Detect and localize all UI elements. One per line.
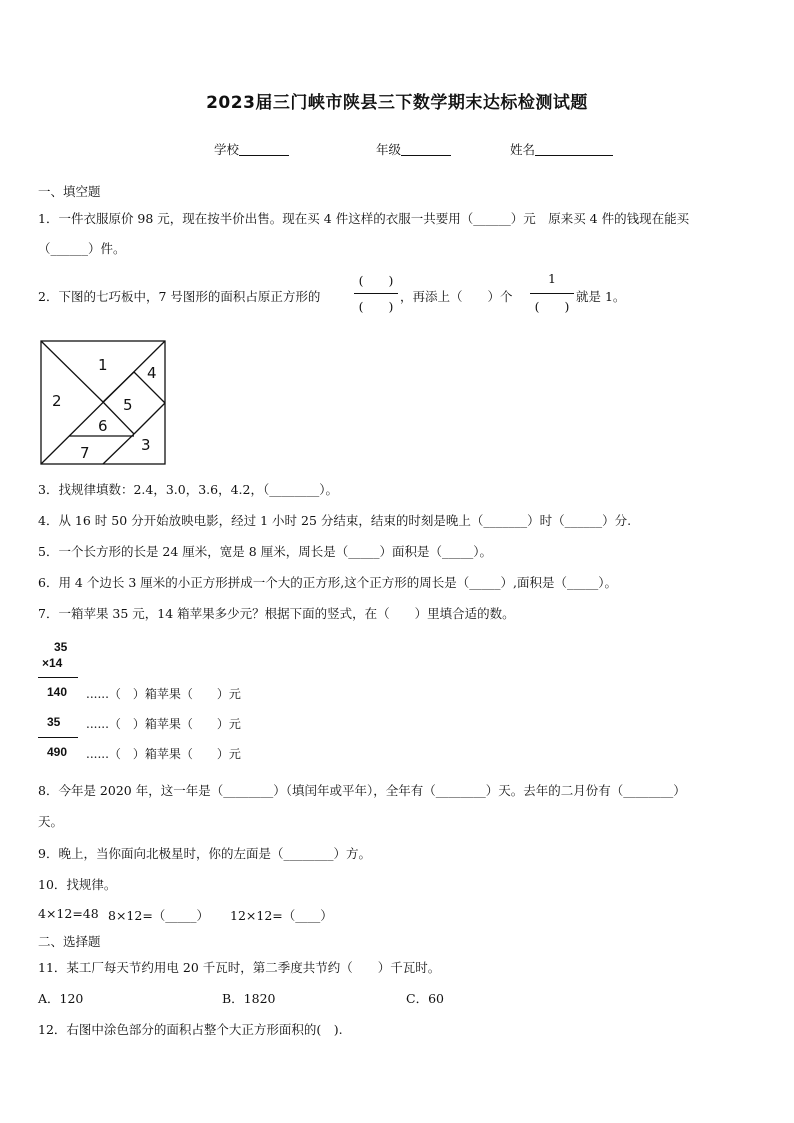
question-7: 7．一箱苹果 35 元，14 箱苹果多少元？根据下面的竖式，在（ ）里填合适的数。 [38,606,515,621]
name-label: 姓名 [510,142,536,157]
calc-multiplier: ×14 [42,656,63,670]
tangram-label-7: 7 [80,444,90,462]
question-12: 12．右图中涂色部分的面积占整个大正方形面积的( ). [38,1022,343,1037]
calc-partial-product-1: 140 [47,685,68,699]
calc-row-3-blanks: ......（ ）箱苹果（ ）元 [86,747,241,761]
question-2-text-a: 2．下图的七巧板中，7 号图形的面积占原正方形的 [38,289,321,304]
pattern-item-2: 8×12=（_____） [108,908,210,923]
calc-partial-product-2: 35 [47,715,61,729]
section-heading-multiple-choice: 二、选择题 [38,934,101,949]
tangram-line [134,403,165,434]
question-3: 3．找规律填数：2.4，3.0，3.6，4.2，（________）。 [38,482,338,497]
school-field[interactable] [214,140,289,158]
grade-label: 年级 [376,142,402,157]
question-11: 11．某工厂每天节约用电 20 千瓦时，第二季度共节约（ ）千瓦时。 [38,960,441,975]
fraction-unit [530,271,574,317]
calc-divider [38,737,78,738]
question-2-text-b: ，再添上（ ）个 [400,289,513,304]
calc-row-2-blanks: ......（ ）箱苹果（ ）元 [86,717,241,731]
page-title: 2023届三门峡市陕县三下数学期末达标检测试题 [206,93,588,113]
tangram-label-2: 2 [52,392,62,410]
question-8-line-2: 天。 [38,814,64,829]
option-c[interactable]: C．60 [406,991,444,1006]
school-label: 学校 [214,142,240,157]
question-4: 4．从 16 时 50 分开始放映电影，经过 1 小时 25 分结束，结束的时刻是晚上（_______）时（______）分. [38,513,632,528]
option-a[interactable]: A．120 [38,991,84,1006]
section-heading-fill-blank: 一、填空题 [38,184,101,199]
pattern-item-3: 12×12=（____） [230,908,333,923]
pattern-item-1: 4×12=48 [38,906,99,921]
fraction-area-of-7 [354,271,398,317]
question-6: 6．用 4 个边长 3 厘米的小正方形拼成一个大的正方形,这个正方形的周长是（_____）,面积是（_____）。 [38,575,617,590]
question-1-line-2: （______）件。 [38,241,126,256]
question-2-text-c: 就是 1。 [576,289,626,304]
fraction-denominator: ( ) [534,299,570,314]
question-9: 9．晚上，当你面向北极星时，你的左面是（________）方。 [38,846,371,861]
grade-field[interactable] [376,140,451,158]
question-10: 10．找规律。 [38,877,117,892]
tangram-figure [36,336,170,468]
fraction-numerator: 1 [548,271,556,286]
tangram-label-1: 1 [98,356,108,374]
calc-divider [38,677,78,678]
tangram-label-4: 4 [147,364,157,382]
calc-row-1-blanks: ......（ ）箱苹果（ ）元 [86,687,241,701]
calc-multiplicand: 35 [54,640,68,654]
fraction-denominator: ( ) [358,299,394,314]
option-b[interactable]: B．1820 [222,991,276,1006]
tangram-label-5: 5 [123,396,133,414]
question-5: 5．一个长方形的长是 24 厘米，宽是 8 厘米，周长是（_____）面积是（_____）。 [38,544,492,559]
tangram-label-3: 3 [141,436,151,454]
question-1-line-1: 1．一件衣服原价 98 元，现在按半价出售。现在买 4 件这样的衣服一共要用（______）元 原来买 4 件的钱现在能买 [38,211,690,226]
fraction-numerator: ( ) [358,273,394,288]
tangram-label-6: 6 [98,417,108,435]
tangram-line [103,434,134,464]
question-8-line-1: 8．今年是 2020 年，这一年是（________）（填闰年或平年），全年有（________）天。去年的二月份有（________） [38,783,686,798]
calc-total-product: 490 [47,745,68,759]
tangram-line [41,341,103,402]
name-field[interactable] [510,140,613,158]
